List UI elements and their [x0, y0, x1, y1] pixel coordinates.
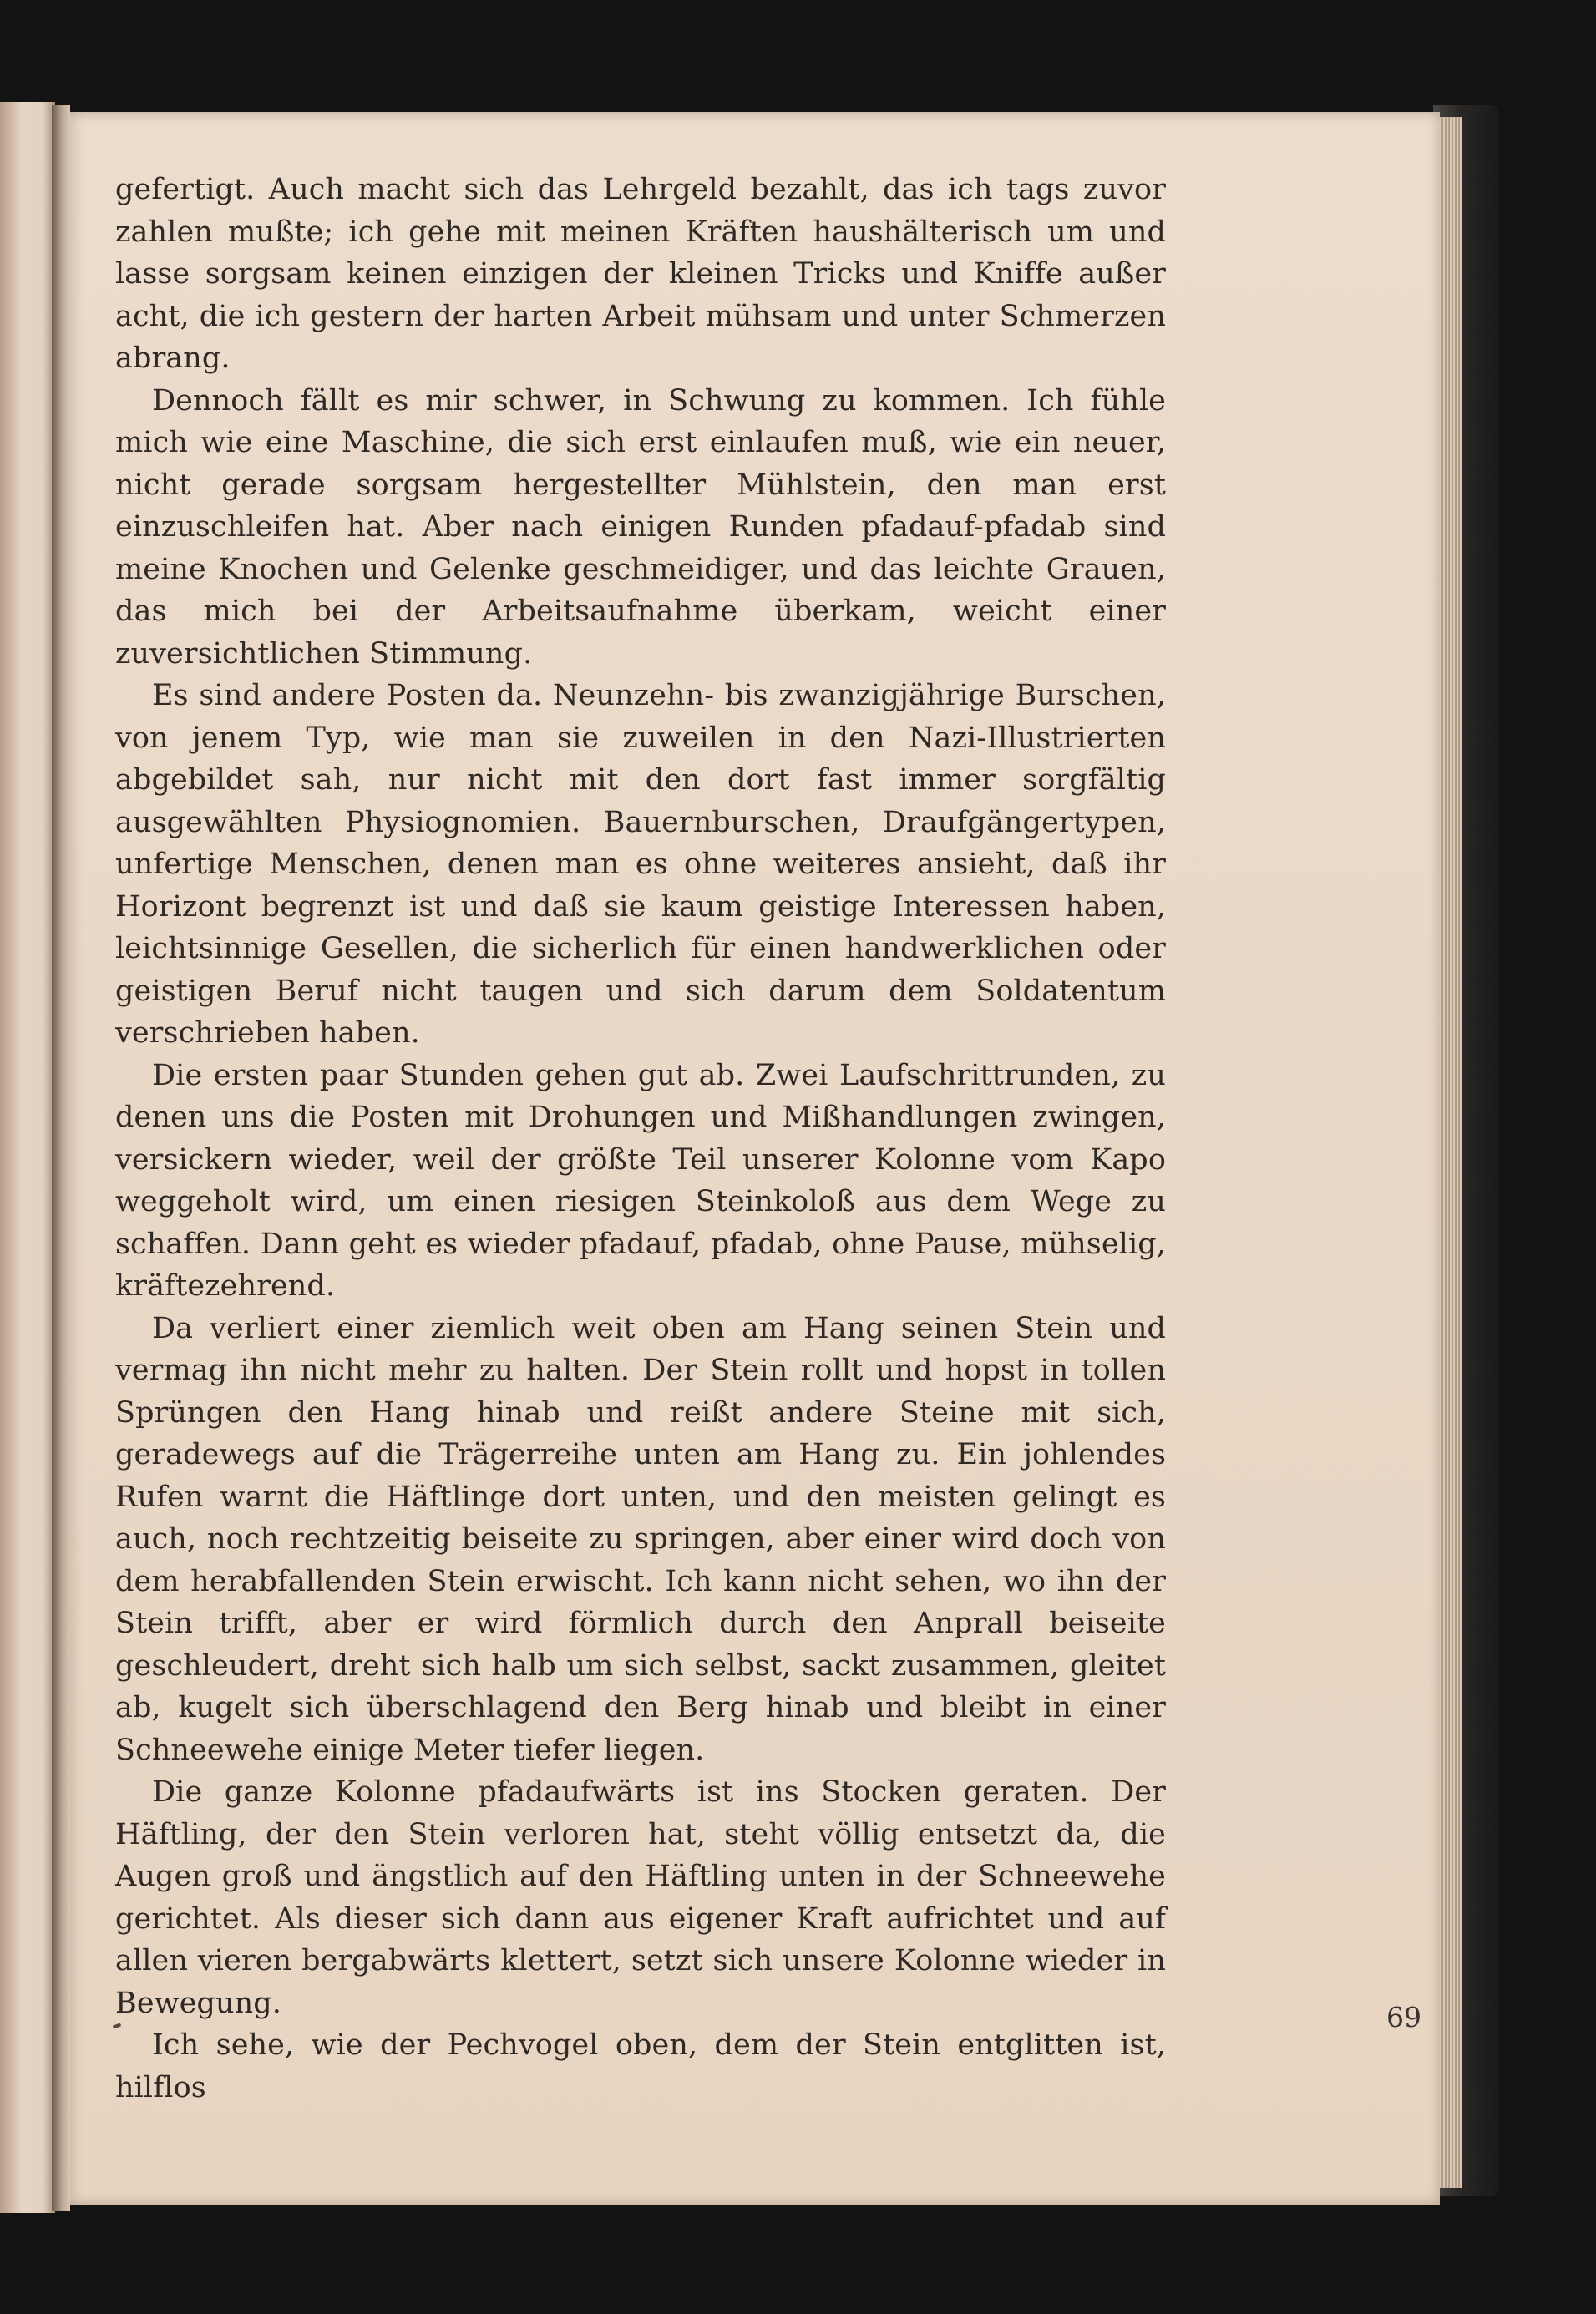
paragraph: Da verliert einer ziemlich weit oben am Hang seinen Stein und vermag ihn nicht mehr zu halten. Der Stein rollt und hopst in tollen Sprüngen den Hang hinab und reißt andere Steine mit sich, geradewegs auf die Trägerreihe unten am Hang zu. Ein johlendes Rufen warnt die Häftlinge dort unten, und den meisten gelingt es auch, noch rechtzeitig beiseite zu springen, aber einer wird doch von dem herabfallenden Stein erwischt. Ich kann nicht sehen, wo ihn der Stein trifft, aber er wird förmlich durch den Anprall beiseite geschleudert, dreht sich halb um sich selbst, sackt zusammen, gleitet ab, kugelt sich überschlagend den Berg hinab und bleibt in einer Schneewehe einige Meter tiefer liegen.	[115, 1311, 1166, 1767]
previous-page-edge	[0, 102, 55, 2213]
page-number: 69	[1386, 2001, 1421, 2033]
book-gutter	[52, 105, 70, 2211]
paragraph: Ich sehe, wie der Pechvogel oben, dem der Stein entglitten ist, hilflos	[115, 2028, 1166, 2104]
paragraph: Die ganze Kolonne pfadaufwärts ist ins Stocken geraten. Der Häftling, der den Stein verloren hat, steht völlig entsetzt da, die Augen groß und ängstlich auf den Häftling unten in der Schneewehe gerichtet. Als dieser sich dann aus eigener Kraft aufrichtet und auf allen vieren bergabwärts klettert, setzt sich unsere Kolonne wieder in Bewegung.	[115, 1775, 1166, 2020]
paragraph: gefertigt. Auch macht sich das Lehrgeld bezahlt, das ich tags zuvor zahlen mußte; ich gehe mit meinen Kräften haushälterisch um und lasse sorgsam keinen einzigen der kleinen Tricks und Kniffe außer acht, die ich gestern der harten Arbeit mühsam und unter Schmerzen abrang.	[115, 173, 1166, 375]
paragraph: Die ersten paar Stunden gehen gut ab. Zwei Laufschrittrunden, zu denen uns die Posten mit Drohungen und Mißhandlungen zwingen, versickern wieder, weil der größte Teil unserer Kolonne vom Kapo weggeholt wird, um einen riesigen Steinkoloß aus dem Wege zu schaffen. Dann geht es wieder pfadauf, pfadab, ohne Pause, mühselig, kräftezehrend.	[115, 1058, 1166, 1303]
page-text	[115, 169, 1166, 2109]
paragraph: Dennoch fällt es mir schwer, in Schwung zu kommen. Ich fühle mich wie eine Maschine, die sich erst einlaufen muß, wie ein neuer, nicht gerade sorgsam hergestellter Mühlstein, den man erst einzuschleifen hat. Aber nach einigen Runden pfadauf-pfadab sind meine Knochen und Gelenke geschmeidiger, und das leichte Grauen, das mich bei der Arbeitsaufnahme überkam, weicht einer zuversichtlichen Stimmung.	[115, 383, 1166, 671]
paragraph: Es sind andere Posten da. Neunzehn- bis zwanzigjährige Burschen, von jenem Typ, wie man sie zuweilen in den Nazi-Illustrierten abgebildet sah, nur nicht mit den dort fast immer sorgfältig ausgewählten Physiognomien. Bauernburschen, Draufgängertypen, unfertige Menschen, denen man es ohne weiteres ansieht, daß ihr Horizont begrenzt ist und daß sie kaum geistige Interessen haben, leichtsinnige Gesellen, die sicherlich für einen handwerklichen oder geistigen Beruf nicht taugen und sich darum dem Soldatentum verschrieben haben.	[115, 679, 1166, 1050]
